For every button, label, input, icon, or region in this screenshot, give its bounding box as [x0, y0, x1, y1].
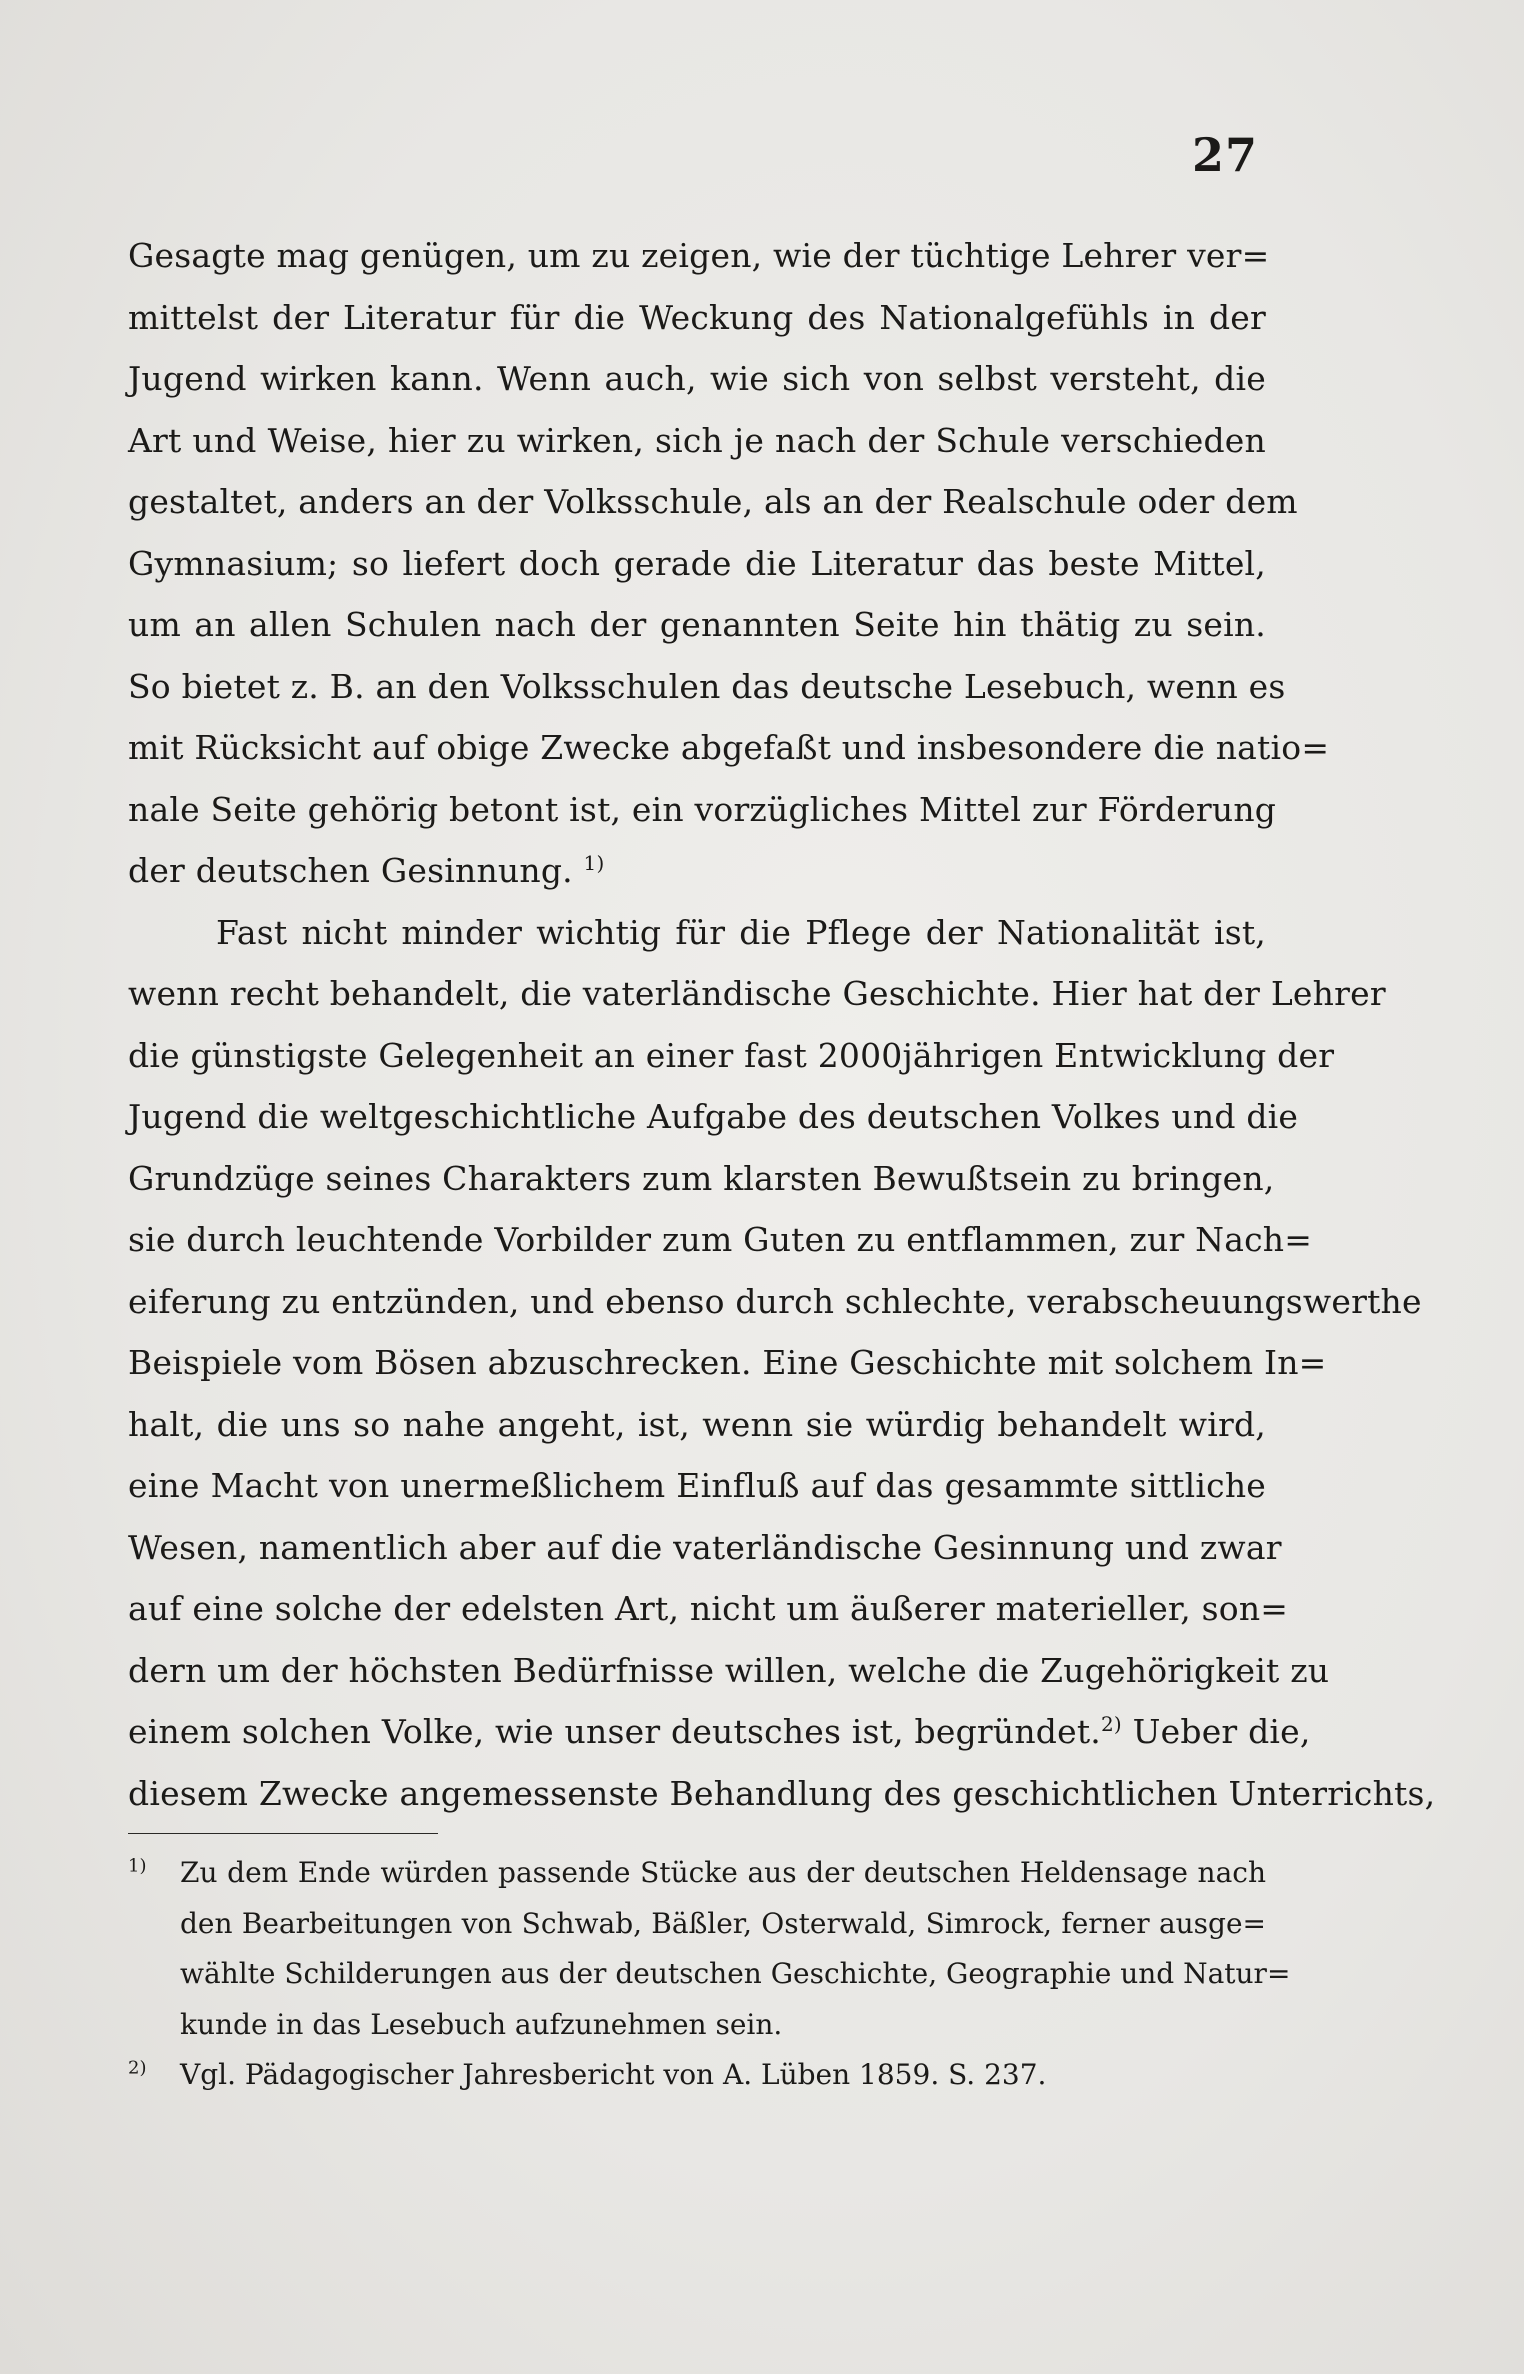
footnote-1-line: den Bearbeitungen von Schwab, Bäßler, Osterwald, Simrock, ferner ausge=	[180, 1906, 1266, 1940]
footnote-text: Vgl. Pädagogischer Jahresbericht von A. Lüben 1859. S. 237.	[180, 2058, 1047, 2091]
text-line: die günstigste Gelegenheit an einer fast 2000jährigen Entwicklung der	[128, 1035, 1335, 1075]
footnote-separator	[128, 1833, 438, 1834]
text-fragment: Ueber die,	[1132, 1712, 1311, 1751]
text-line: Beispiele vom Bösen abzuschrecken. Eine Geschichte mit solchem In=	[128, 1343, 1327, 1382]
paragraph-start-line: Fast nicht minder wichtig für die Pflege der Nationalität ist,	[216, 912, 1266, 952]
text-line: gestaltet, anders an der Volksschule, als an der Realschule oder dem	[128, 482, 1298, 521]
footnote-ref: 2)	[1101, 1712, 1122, 1736]
text-line: diesem Zwecke angemessenste Behandlung des geschichtlichen Unterrichts,	[128, 1773, 1436, 1813]
text-line: eiferung zu entzünden, und ebenso durch schlechte, verabscheuungswerthe	[128, 1281, 1422, 1321]
footnote-2-line	[128, 2050, 1266, 2101]
text-line	[128, 1701, 1311, 1763]
text-fragment: der deutschen Gesinnung.	[128, 851, 573, 890]
body-text	[128, 225, 1436, 1824]
text-line: nale Seite gehörig betont ist, ein vorzügliches Mittel zur Förderung	[128, 789, 1277, 829]
text-line: mittelst der Literatur für die Weckung des Nationalgefühls in der	[128, 297, 1266, 337]
text-line	[128, 840, 1266, 902]
text-line: Jugend die weltgeschichtliche Aufgabe des deutschen Volkes und die	[128, 1097, 1299, 1136]
text-line: halt, die uns so nahe angeht, ist, wenn sie würdig behandelt wird,	[128, 1404, 1266, 1444]
text-line: dern um der höchsten Bedürfnisse willen, welche die Zugehörigkeit zu	[128, 1650, 1330, 1690]
footnote-marker-text: 1)	[128, 1855, 147, 1877]
text-line: eine Macht von unermeßlichem Einfluß auf das gesammte sittliche	[128, 1466, 1266, 1505]
text-line: Wesen, namentlich aber auf die vaterländische Gesinnung und zwar	[128, 1527, 1282, 1567]
text-line: auf eine solche der edelsten Art, nicht um äußerer materieller, son=	[128, 1589, 1289, 1628]
footnote-text: Zu dem Ende würden passende Stücke aus der deutschen Heldensage nach	[180, 1856, 1266, 1889]
footnote-ref: 1)	[583, 851, 605, 875]
text-fragment: einem solchen Volke, wie unser deutsches ist, begründet.	[128, 1712, 1101, 1751]
text-line: mit Rücksicht auf obige Zwecke abgefaßt und insbesondere die natio=	[128, 728, 1330, 767]
text-line: Art und Weise, hier zu wirken, sich je nach der Schule verschieden	[128, 420, 1266, 460]
text-line: Jugend wirken kann. Wenn auch, wie sich von selbst versteht, die	[128, 359, 1266, 398]
text-line: So bietet z. B. an den Volksschulen das deutsche Lesebuch, wenn es	[128, 666, 1286, 706]
text-line: Grundzüge seines Charakters zum klarsten Bewußtsein zu bringen,	[128, 1158, 1275, 1198]
footnote-marker	[128, 1848, 180, 1899]
text-line: um an allen Schulen nach der genannten Seite hin thätig zu sein.	[128, 605, 1266, 644]
text-line: Gymnasium; so liefert doch gerade die Literatur das beste Mittel,	[128, 543, 1266, 583]
footnote-marker	[128, 2050, 180, 2101]
footnote-1-line	[128, 1848, 1266, 1899]
footnote-1-line: wählte Schilderungen aus der deutschen Geschichte, Geographie und Natur=	[180, 1957, 1291, 1990]
footnote-marker-text: 2)	[128, 2057, 147, 2079]
footnotes	[128, 1848, 1291, 2101]
text-line: wenn recht behandelt, die vaterländische Geschichte. Hier hat der Lehrer	[128, 974, 1386, 1013]
text-line: Gesagte mag genügen, um zu zeigen, wie der tüchtige Lehrer ver=	[128, 236, 1270, 275]
footnote-1-line: kunde in das Lesebuch aufzunehmen sein.	[180, 2007, 783, 2041]
page-number: 27	[1191, 128, 1258, 182]
text-line: sie durch leuchtende Vorbilder zum Guten zu entflammen, zur Nach=	[128, 1220, 1313, 1259]
